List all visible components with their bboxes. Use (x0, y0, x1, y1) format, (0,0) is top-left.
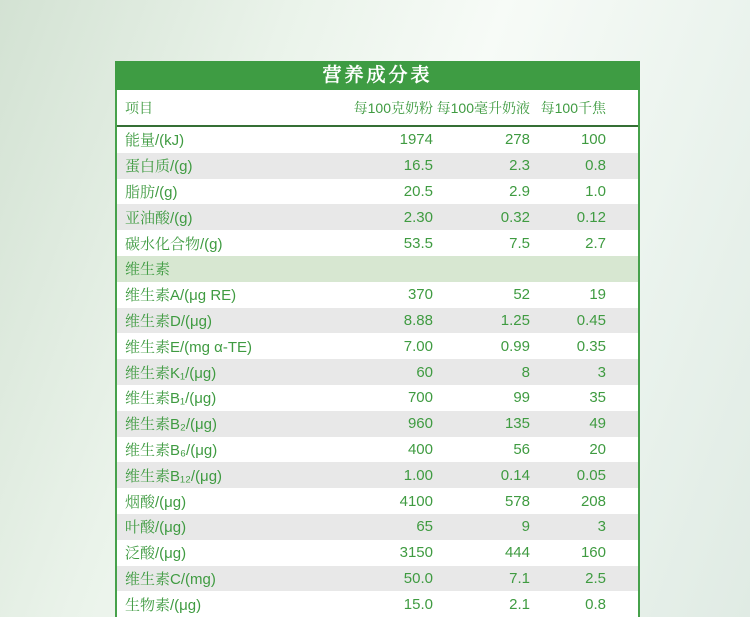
row-value: 56 (513, 440, 530, 458)
nutrition-facts-table (115, 61, 640, 617)
row-value: 1.25 (500, 311, 530, 329)
table-row (117, 153, 638, 179)
column-header-per-100ml-liquid: 每100毫升奶液 (436, 99, 530, 116)
row-value: 8.88 (403, 311, 433, 329)
row-value: 20.5 (403, 182, 433, 200)
row-value: 3 (597, 363, 606, 381)
table-row (117, 540, 638, 566)
row-value: 52 (513, 286, 530, 304)
row-value: 2.5 (585, 569, 606, 587)
row-value: 1974 (399, 131, 433, 149)
table-row (117, 411, 638, 437)
row-value: 19 (589, 286, 606, 304)
table-row (117, 282, 638, 308)
row-value: 0.8 (585, 157, 606, 175)
row-label: 泛酸/(μg) (125, 545, 187, 563)
table-row (117, 437, 638, 463)
row-label: 能量/(kJ) (125, 132, 185, 150)
row-value: 35 (589, 389, 606, 407)
table-row (117, 462, 638, 488)
row-value: 3150 (399, 544, 433, 562)
table-title: 营养成分表 (115, 61, 640, 90)
row-label: 烟酸/(μg) (125, 493, 187, 511)
row-value: 8 (521, 363, 530, 381)
row-label: 维生素D/(μg) (125, 312, 212, 330)
table-row (117, 179, 638, 205)
row-label: 亚油酸/(g) (125, 209, 193, 227)
table-row (117, 566, 638, 592)
row-label: 维生素A/(μg RE) (125, 287, 237, 305)
row-value: 49 (589, 415, 606, 433)
row-label: 叶酸/(μg) (125, 519, 187, 537)
row-value: 0.45 (576, 311, 606, 329)
row-value: 400 (407, 440, 433, 458)
row-value: 7.5 (509, 234, 530, 252)
row-label: 生物素/(μg) (125, 596, 202, 614)
row-value: 65 (416, 518, 433, 536)
row-label: 维生素K₁/(μg) (125, 364, 217, 382)
row-value: 60 (416, 363, 433, 381)
row-value: 960 (407, 415, 433, 433)
row-value: 444 (504, 544, 530, 562)
row-value: 15.0 (403, 595, 433, 613)
section-header-row (117, 256, 638, 282)
row-value: 2.3 (509, 157, 530, 175)
table-row (117, 308, 638, 334)
row-label: 维生素C/(mg) (125, 570, 216, 588)
table-body (117, 127, 638, 617)
table-row (117, 127, 638, 153)
row-value: 1.0 (585, 182, 606, 200)
row-value: 0.35 (576, 337, 606, 355)
table-row (117, 385, 638, 411)
row-label: 维生素B₁₂/(μg) (125, 467, 223, 485)
row-label: 脂肪/(g) (125, 183, 178, 201)
table-row (117, 333, 638, 359)
table-header-row (117, 90, 638, 127)
row-value: 0.99 (500, 337, 530, 355)
table-inner (115, 90, 640, 617)
row-value: 50.0 (403, 569, 433, 587)
row-value: 7.1 (509, 569, 530, 587)
row-label: 维生素B₂/(μg) (125, 416, 217, 434)
column-header-per-100kj: 每100千焦 (540, 99, 606, 116)
row-value: 0.12 (576, 208, 606, 226)
row-value: 578 (504, 492, 530, 510)
row-value: 135 (504, 415, 530, 433)
row-value: 99 (513, 389, 530, 407)
row-value: 16.5 (403, 157, 433, 175)
row-value: 1.00 (403, 466, 433, 484)
row-value: 0.8 (585, 595, 606, 613)
row-value: 0.14 (500, 466, 530, 484)
table-row (117, 204, 638, 230)
row-value: 7.00 (403, 337, 433, 355)
column-header-per-100g-powder: 每100克奶粉 (353, 99, 433, 116)
row-label: 维生素E/(mg α-TE) (125, 338, 253, 356)
row-value: 4100 (399, 492, 433, 510)
row-value: 2.7 (585, 234, 606, 252)
row-value: 160 (580, 544, 606, 562)
row-value: 370 (407, 286, 433, 304)
row-value: 700 (407, 389, 433, 407)
row-value: 2.30 (403, 208, 433, 226)
row-label: 蛋白质/(g) (125, 158, 193, 176)
row-value: 2.9 (509, 182, 530, 200)
row-value: 278 (504, 131, 530, 149)
row-value: 0.32 (500, 208, 530, 226)
row-label: 维生素 (125, 261, 171, 279)
table-row (117, 514, 638, 540)
row-value: 2.1 (509, 595, 530, 613)
row-label: 维生素B₆/(μg) (125, 441, 218, 459)
row-value: 208 (580, 492, 606, 510)
table-row (117, 230, 638, 256)
row-value: 53.5 (403, 234, 433, 252)
column-header-item: 项目 (125, 99, 153, 116)
row-label: 维生素B₁/(μg) (125, 390, 217, 408)
row-value: 20 (589, 440, 606, 458)
row-value: 3 (597, 518, 606, 536)
row-value: 0.05 (576, 466, 606, 484)
row-label: 碳水化合物/(g) (125, 235, 223, 253)
table-row (117, 359, 638, 385)
table-row (117, 488, 638, 514)
table-row (117, 591, 638, 617)
row-value: 9 (521, 518, 530, 536)
row-value: 100 (580, 131, 606, 149)
